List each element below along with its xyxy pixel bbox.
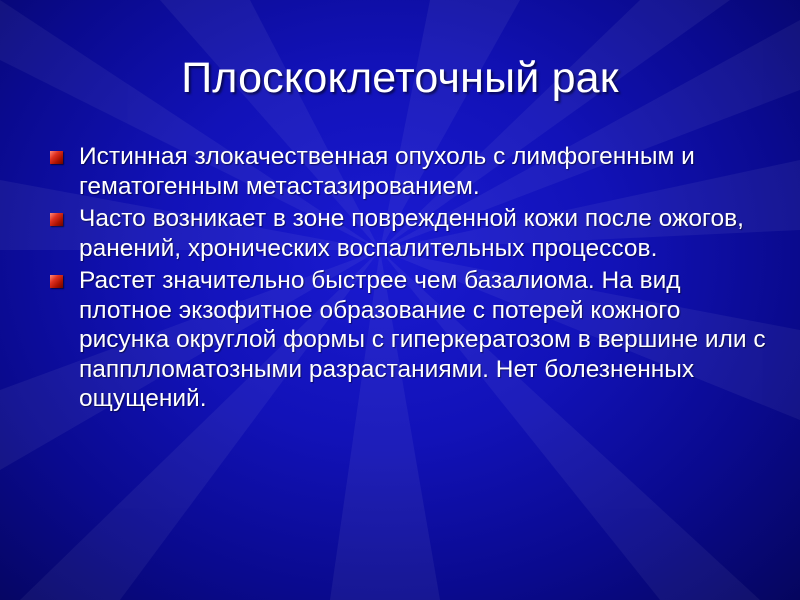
bullet-list <box>50 142 770 417</box>
square-bullet-icon <box>50 275 63 288</box>
bullet-text: Истинная злокачественная опухоль с лимфогенным и гематогенным метастазированием. <box>79 143 695 200</box>
bullet-text: Растет значительно быстрее чем базалиома. На вид плотное экзофитное образование с потерей кожного рисунка округлой формы с гиперкератозом в вершине или с папплломатозными разрастаниями. Нет болезненных ощущений. <box>79 267 766 412</box>
square-bullet-icon <box>50 213 63 226</box>
square-bullet-icon <box>50 151 63 164</box>
list-item <box>50 266 770 414</box>
slide-title: Плоскоклеточный рак <box>181 54 619 102</box>
list-item <box>50 204 770 263</box>
list-item <box>50 142 770 201</box>
bullet-text: Часто возникает в зоне поврежденной кожи после ожогов, ранений, хронических воспалительных процессов. <box>79 205 744 262</box>
